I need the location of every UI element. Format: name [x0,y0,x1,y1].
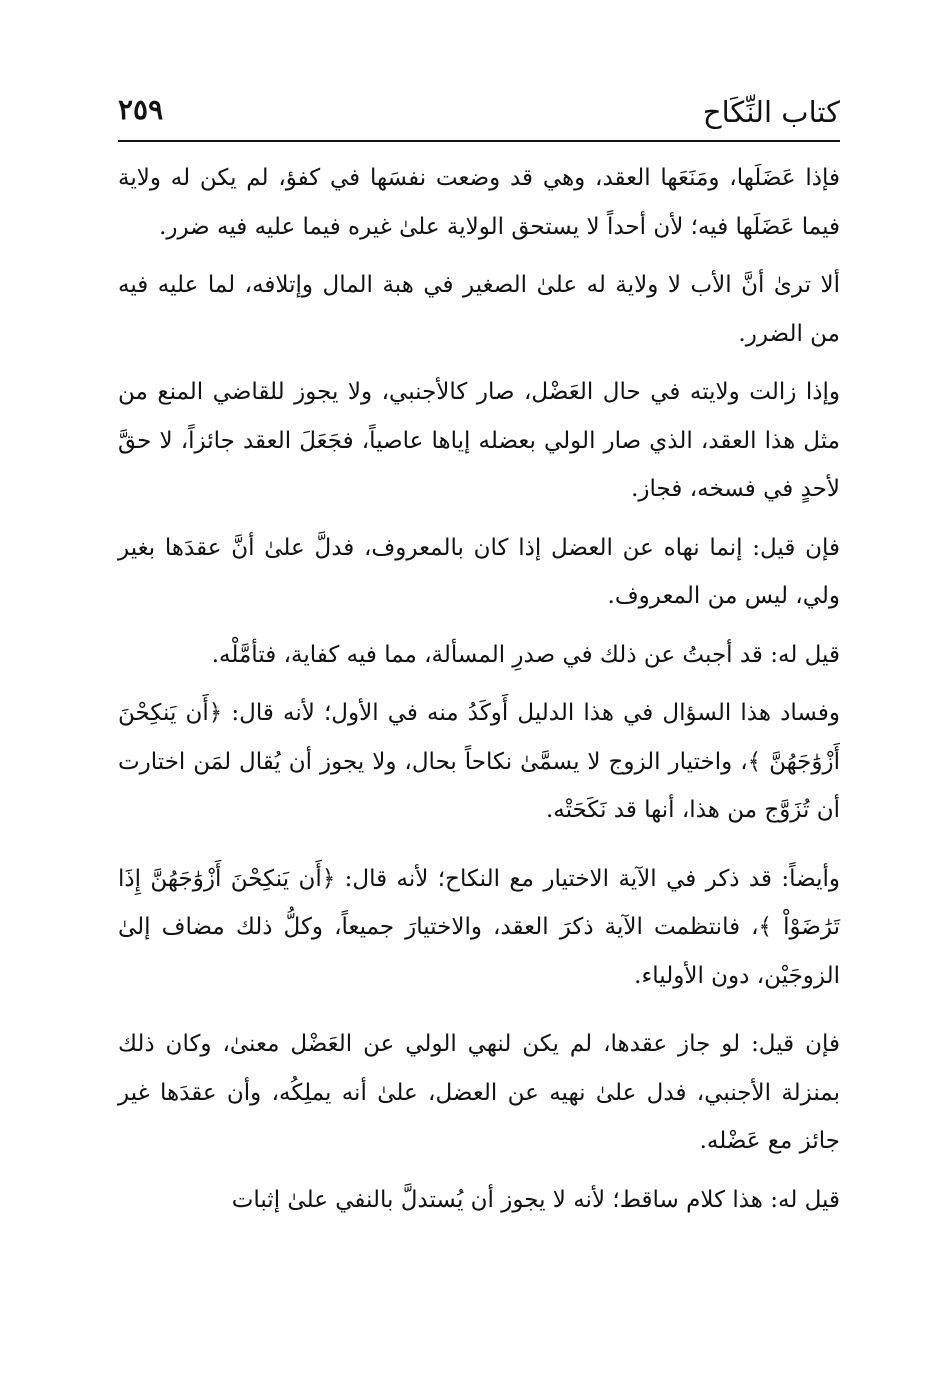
paragraph: وفساد هذا السؤال في هذا الدليل أَوكَدُ منه في الأول؛ لأنه قال: ﴿أَن يَنكِحْنَ أَزْوَٰجَهُنَّ ﴾، واختيار الزوج لا يسمَّىٰ نكاحاً بحال، ولا يجوز أن يُقال لمَن اختارت أن تُزَوَّج من هذا، أنها قد نَكَحَتْه. [118,700,840,823]
header-divider [118,140,840,142]
running-header [118,86,840,134]
page-body [118,154,840,1234]
paragraph: قيل له: هذا كلام ساقط؛ لأنه لا يجوز أن يُستدلَّ بالنفي علىٰ إثبات [231,1186,840,1213]
paragraph: قيل له: قد أجبتُ عن ذلك في صدرِ المسألة، مما فيه كفاية، فتأمَّلْه. [211,641,840,668]
paragraph: فإن قيل: لو جاز عقدها، لم يكن لنهي الولي عن العَضْل معنىٰ، وكان ذلك بمنزلة الأجنبي، فدل علىٰ نهيه عن العضل، علىٰ أنه يملِكُه، وأن عقدَها غير جائز مع عَضْله. [118,1031,840,1154]
paragraph: ألا ترىٰ أنَّ الأب لا ولاية له علىٰ الصغير في هبة المال وإتلافه، لما عليه فيه من الضرر. [118,272,840,347]
page-number: ٢٥٩ [118,93,164,126]
paragraph: وأيضاً: قد ذكر في الآية الاختيار مع النكاح؛ لأنه قال: ﴿أَن يَنكِحْنَ أَزْوَٰجَهُنَّ إِذَا تَرَٰضَوْاْ ﴾، فانتظمت الآية ذكرَ العقد، والاختيارَ جميعاً، وكلُّ ذلك مضاف إلىٰ الزوجَيْن، دون الأولياء. [118,865,841,989]
paragraph: فإن قيل: إنما نهاه عن العضل إذا كان بالمعروف، فدلَّ علىٰ أنَّ عقدَها بغير ولي، ليس من المعروف. [118,534,840,609]
paragraph: فإذا عَضَلَها، ومَنَعَها العقد، وهي قد وضعت نفسَها في كفؤ، لم يكن له ولاية فيما عَضَلَها فيه؛ لأن أحداً لا يستحق الولاية علىٰ غيره فيما عليه فيه ضرر. [118,165,840,240]
paragraph: وإذا زالت ولايته في حال العَضْل، صار كالأجنبي، ولا يجوز للقاضي المنع من مثل هذا العقد، الذي صار الولي بعضله إياها عاصياً، فجَعَلَ العقد جائزاً، لا حقَّ لأحدٍ في فسخه، فجاز. [118,379,840,502]
book-title: كتاب النِّكَاح [702,95,840,129]
